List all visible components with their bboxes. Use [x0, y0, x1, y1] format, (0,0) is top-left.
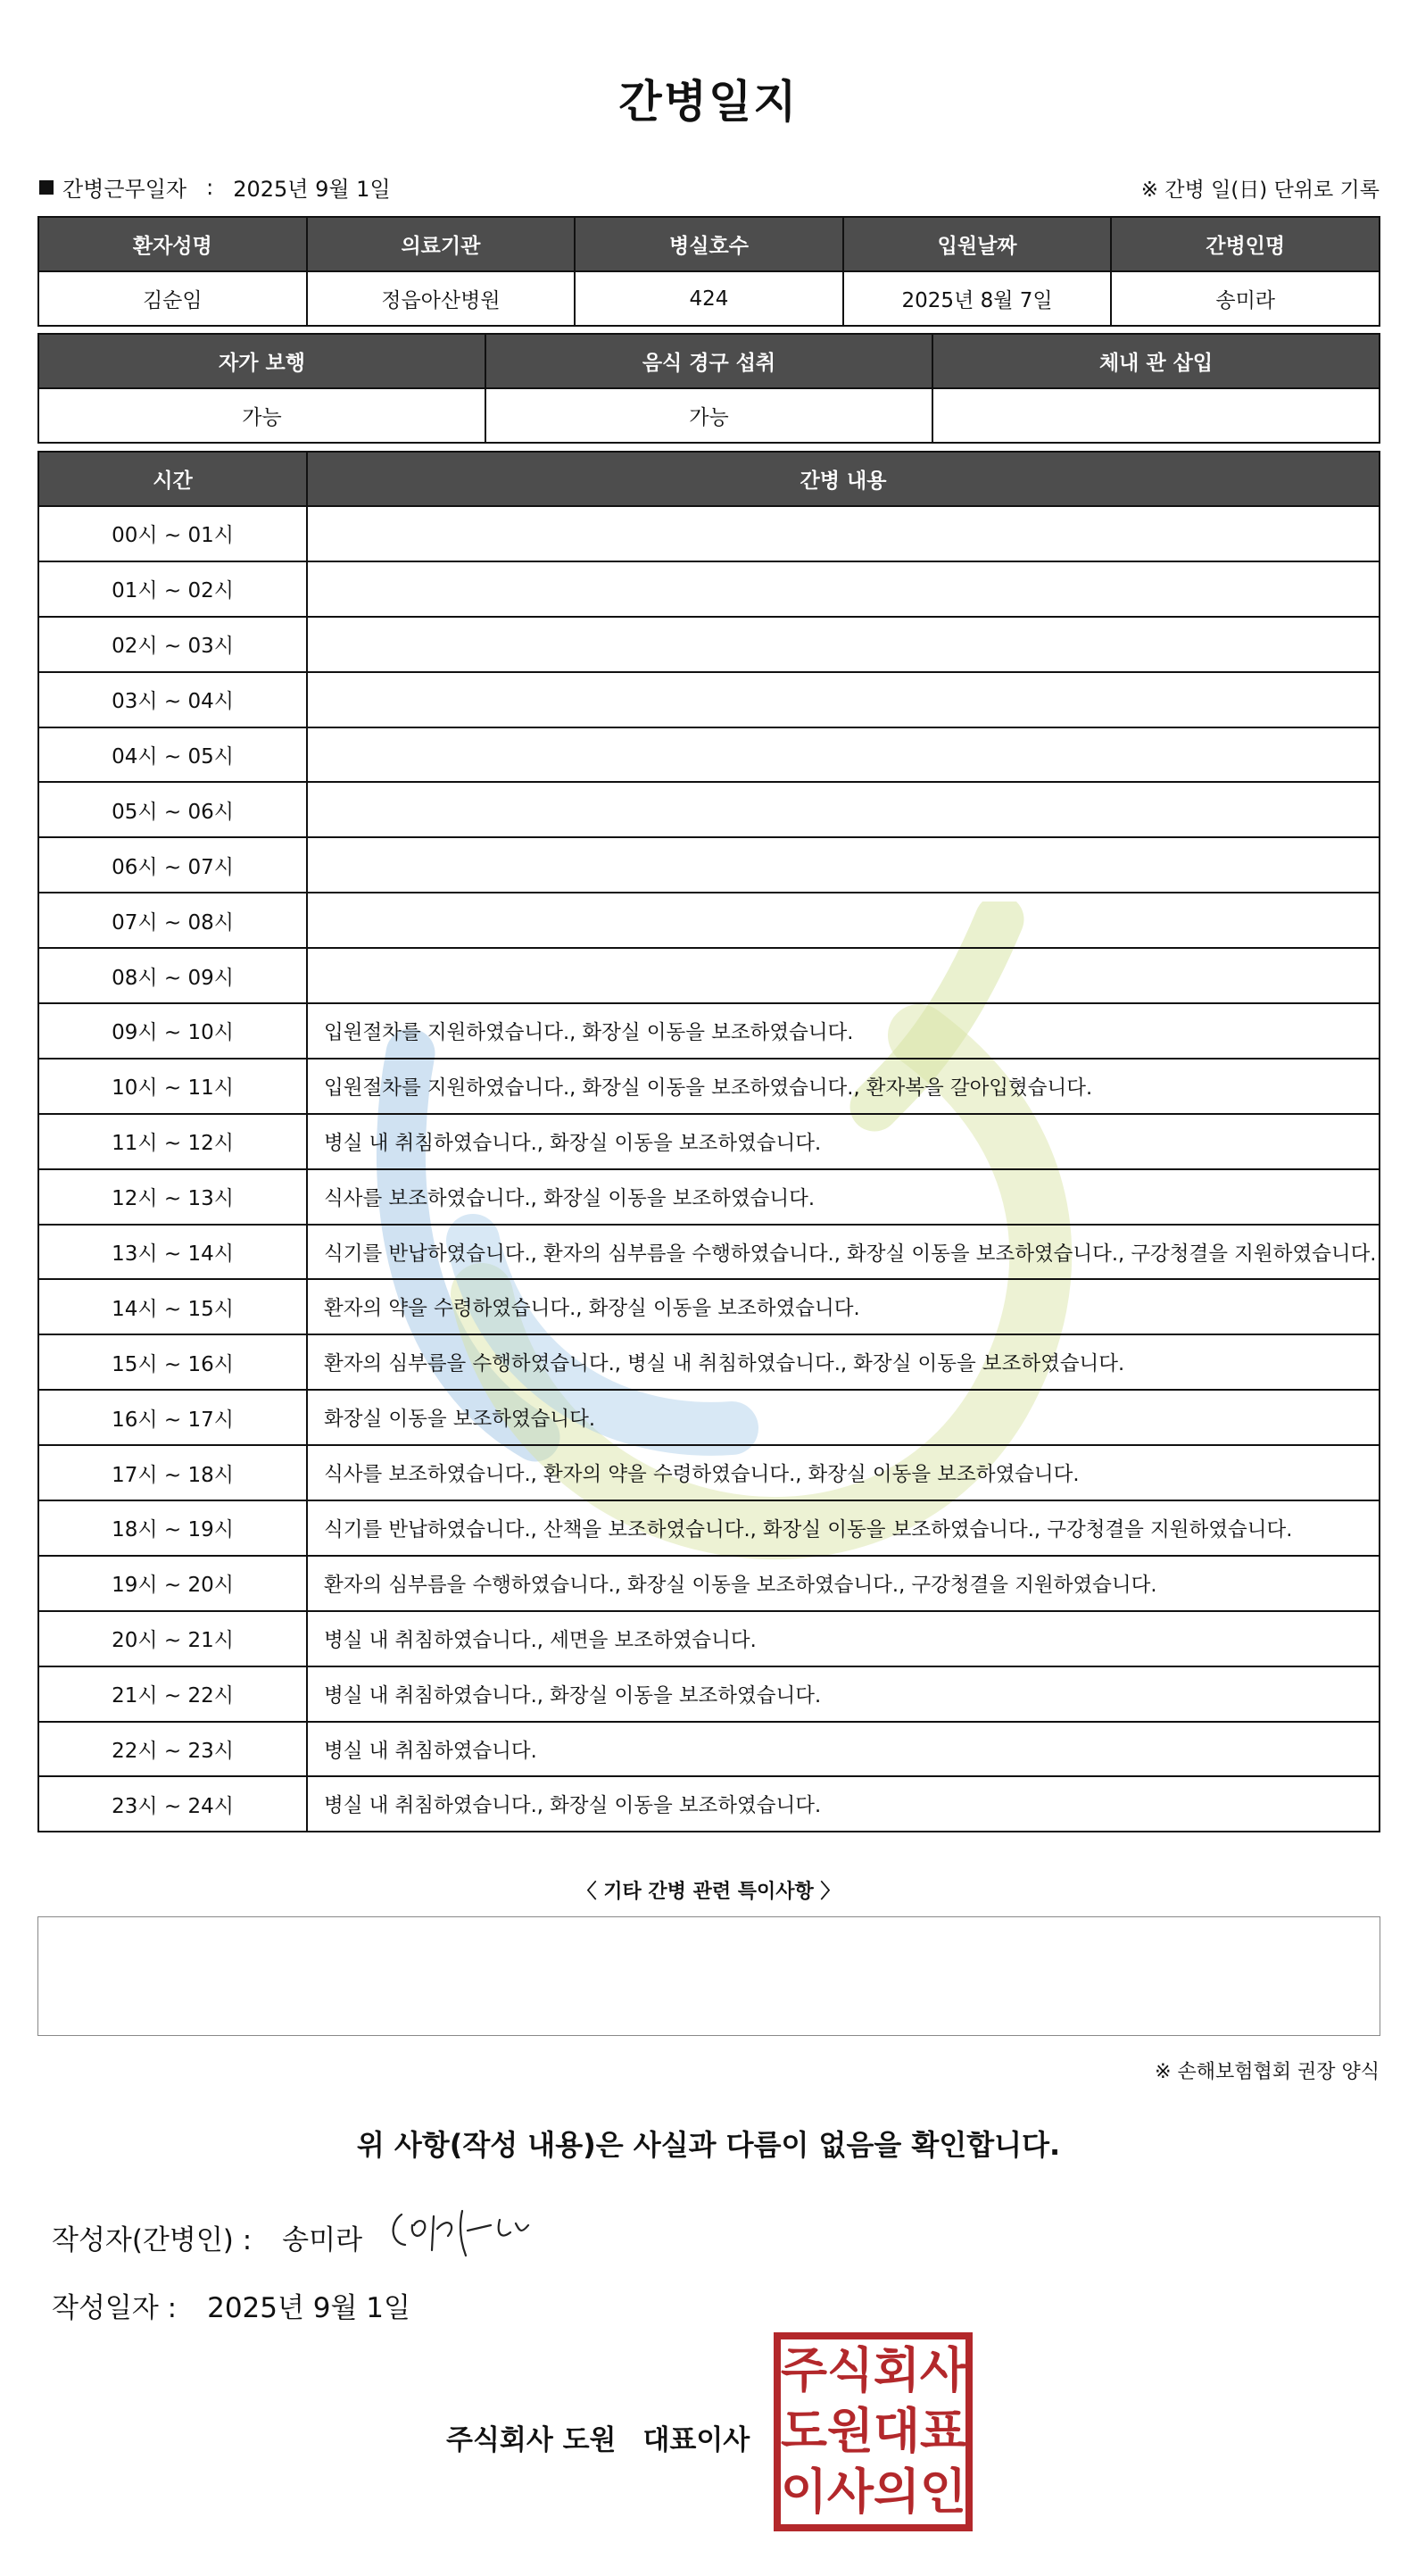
log-time-cell: 04시 ~ 05시	[38, 727, 307, 783]
log-time-cell: 11시 ~ 12시	[38, 1114, 307, 1169]
status-header-row	[38, 334, 1380, 388]
written-date-label: 작성일자 :	[52, 2292, 178, 2324]
header-time: 시간	[38, 452, 307, 506]
admission-date: 2025년 8월 7일	[843, 271, 1112, 326]
writer-row	[52, 2217, 362, 2257]
log-content-cell: 화장실 이동을 보조하였습니다.	[307, 1390, 1380, 1445]
seal-character: 인	[919, 2464, 967, 2520]
header-tube-insertion: 체내 관 삽입	[932, 334, 1380, 388]
seal-character: 원	[826, 2403, 874, 2459]
handwritten-signature	[385, 2198, 555, 2261]
log-row	[38, 672, 1380, 727]
written-date-value: 2025년 9월 1일	[207, 2292, 410, 2324]
log-content-cell	[307, 837, 1380, 893]
log-row	[38, 1611, 1380, 1666]
patient-header-row	[38, 217, 1380, 271]
log-content-cell: 입원절차를 지원하였습니다., 화장실 이동을 보조하였습니다., 환자복을 갈아입혔습니다.	[307, 1059, 1380, 1114]
status-value-row	[38, 388, 1380, 443]
log-row	[38, 1776, 1380, 1832]
log-time-cell: 20시 ~ 21시	[38, 1611, 307, 1666]
log-content-cell: 식사를 보조하였습니다., 환자의 약을 수령하였습니다., 화장실 이동을 보조하였습니다.	[307, 1445, 1380, 1500]
oral-intake-value: 가능	[485, 388, 932, 443]
log-time-cell: 12시 ~ 13시	[38, 1169, 307, 1225]
form-note: ※ 손해보험협회 권장 양식	[1155, 2061, 1380, 2083]
care-log-table	[37, 451, 1380, 1832]
special-notes-box	[37, 1916, 1380, 2036]
log-time-cell: 19시 ~ 20시	[38, 1556, 307, 1611]
log-time-cell: 21시 ~ 22시	[38, 1666, 307, 1722]
log-row	[38, 1445, 1380, 1500]
log-row	[38, 782, 1380, 837]
log-row	[38, 893, 1380, 948]
patient-info-table	[37, 216, 1380, 327]
header-caregiver: 간병인명	[1111, 217, 1380, 271]
hospital-name: 정읍아산병원	[307, 271, 576, 326]
log-row	[38, 837, 1380, 893]
log-time-cell: 07시 ~ 08시	[38, 893, 307, 948]
log-row	[38, 1279, 1380, 1334]
log-time-cell: 13시 ~ 14시	[38, 1225, 307, 1280]
patient-value-row	[38, 271, 1380, 326]
log-content-cell	[307, 561, 1380, 617]
log-time-cell: 09시 ~ 10시	[38, 1003, 307, 1059]
log-row	[38, 506, 1380, 561]
caregiver-name: 송미라	[1111, 271, 1380, 326]
log-time-cell: 01시 ~ 02시	[38, 561, 307, 617]
log-row	[38, 1666, 1380, 1722]
log-time-cell: 17시 ~ 18시	[38, 1445, 307, 1500]
header-self-walking: 자가 보행	[38, 334, 485, 388]
log-row	[38, 727, 1380, 783]
page-title: 간병일지	[618, 76, 799, 128]
log-row	[38, 1225, 1380, 1280]
log-time-cell: 00시 ~ 01시	[38, 506, 307, 561]
log-row	[38, 1169, 1380, 1225]
company-seal-stamp	[773, 2331, 974, 2532]
log-time-cell: 05시 ~ 06시	[38, 782, 307, 837]
self-walking-value: 가능	[38, 388, 485, 443]
seal-character: 도	[780, 2403, 828, 2459]
log-row	[38, 1722, 1380, 1777]
patient-status-table	[37, 333, 1380, 444]
log-row	[38, 1556, 1380, 1611]
header-oral-intake: 음식 경구 섭취	[485, 334, 932, 388]
seal-character: 대	[873, 2403, 921, 2459]
header-room: 병실호수	[575, 217, 843, 271]
log-time-cell: 23시 ~ 24시	[38, 1776, 307, 1832]
log-time-cell: 22시 ~ 23시	[38, 1722, 307, 1777]
log-content-cell: 환자의 약을 수령하였습니다., 화장실 이동을 보조하였습니다.	[307, 1279, 1380, 1334]
log-content-cell	[307, 948, 1380, 1003]
log-content-cell: 환자의 심부름을 수행하였습니다., 화장실 이동을 보조하였습니다., 구강청결을 지원하였습니다.	[307, 1556, 1380, 1611]
header-hospital: 의료기관	[307, 217, 576, 271]
writer-name: 송미라	[282, 2224, 363, 2256]
header-patient-name: 환자성명	[38, 217, 307, 271]
work-date-label: 간병근무일자	[62, 177, 187, 202]
log-row	[38, 1059, 1380, 1114]
log-row	[38, 1114, 1380, 1169]
work-date-row	[39, 171, 391, 203]
log-content-cell: 병실 내 취침하였습니다., 화장실 이동을 보조하였습니다.	[307, 1666, 1380, 1722]
log-time-cell: 14시 ~ 15시	[38, 1279, 307, 1334]
log-row	[38, 1334, 1380, 1390]
tube-insertion-value	[932, 388, 1380, 443]
representative-title: 대표이사	[642, 2424, 750, 2456]
log-content-cell	[307, 727, 1380, 783]
special-notes-title: 〈 기타 간병 관련 특이사항 〉	[576, 1881, 841, 1903]
log-content-cell: 병실 내 취침하였습니다.	[307, 1722, 1380, 1777]
log-content-cell: 식사를 보조하였습니다., 화장실 이동을 보조하였습니다.	[307, 1169, 1380, 1225]
log-time-cell: 18시 ~ 19시	[38, 1500, 307, 1556]
seal-character: 회	[873, 2342, 921, 2398]
unit-note: ※ 간병 일(日) 단위로 기록	[1140, 179, 1380, 202]
work-date-value: 2025년 9월 1일	[233, 177, 391, 202]
room-number: 424	[575, 271, 843, 326]
seal-character: 주	[780, 2342, 828, 2398]
seal-character: 식	[826, 2342, 874, 2398]
log-row	[38, 561, 1380, 617]
log-time-cell: 08시 ~ 09시	[38, 948, 307, 1003]
log-content-cell	[307, 506, 1380, 561]
log-content-cell: 환자의 심부름을 수행하였습니다., 병실 내 취침하였습니다., 화장실 이동을 보조하였습니다.	[307, 1334, 1380, 1390]
written-date-row	[52, 2285, 410, 2325]
log-row	[38, 948, 1380, 1003]
seal-character: 사	[919, 2342, 967, 2398]
log-time-cell: 10시 ~ 11시	[38, 1059, 307, 1114]
log-content-cell: 병실 내 취침하였습니다., 화장실 이동을 보조하였습니다.	[307, 1114, 1380, 1169]
square-bullet-icon	[39, 180, 54, 195]
log-time-cell: 15시 ~ 16시	[38, 1334, 307, 1390]
log-time-cell: 03시 ~ 04시	[38, 672, 307, 727]
log-content-cell: 병실 내 취침하였습니다., 세면을 보조하였습니다.	[307, 1611, 1380, 1666]
log-content-cell	[307, 672, 1380, 727]
log-time-cell: 02시 ~ 03시	[38, 617, 307, 672]
log-content-cell: 식기를 반납하였습니다., 산책을 보조하였습니다., 화장실 이동을 보조하였습니다., 구강청결을 지원하였습니다.	[307, 1500, 1380, 1556]
work-date-separator: :	[206, 174, 214, 200]
seal-character: 의	[873, 2464, 921, 2520]
log-content-cell: 입원절차를 지원하였습니다., 화장실 이동을 보조하였습니다.	[307, 1003, 1380, 1059]
log-body	[38, 506, 1380, 1832]
seal-character: 표	[919, 2403, 967, 2459]
company-signature	[446, 2417, 750, 2457]
company-name: 주식회사 도원	[446, 2424, 617, 2456]
log-header-row	[38, 452, 1380, 506]
patient-name: 김순임	[38, 271, 307, 326]
seal-character: 사	[826, 2464, 874, 2520]
confirm-statement: 위 사항(작성 내용)은 사실과 다름이 없음을 확인합니다.	[356, 2128, 1061, 2162]
log-content-cell: 식기를 반납하였습니다., 환자의 심부름을 수행하였습니다., 화장실 이동을 보조하였습니다., 구강청결을 지원하였습니다.	[307, 1225, 1380, 1280]
log-content-cell	[307, 782, 1380, 837]
log-time-cell: 16시 ~ 17시	[38, 1390, 307, 1445]
log-content-cell: 병실 내 취침하였습니다., 화장실 이동을 보조하였습니다.	[307, 1776, 1380, 1832]
writer-label: 작성자(간병인) :	[52, 2224, 253, 2256]
log-row	[38, 1003, 1380, 1059]
log-content-cell	[307, 893, 1380, 948]
log-content-cell	[307, 617, 1380, 672]
log-row	[38, 1390, 1380, 1445]
header-admission-date: 입원날짜	[843, 217, 1112, 271]
log-time-cell: 06시 ~ 07시	[38, 837, 307, 893]
log-row	[38, 1500, 1380, 1556]
header-care-content: 간병 내용	[307, 452, 1380, 506]
log-row	[38, 617, 1380, 672]
seal-character: 이	[780, 2464, 828, 2520]
